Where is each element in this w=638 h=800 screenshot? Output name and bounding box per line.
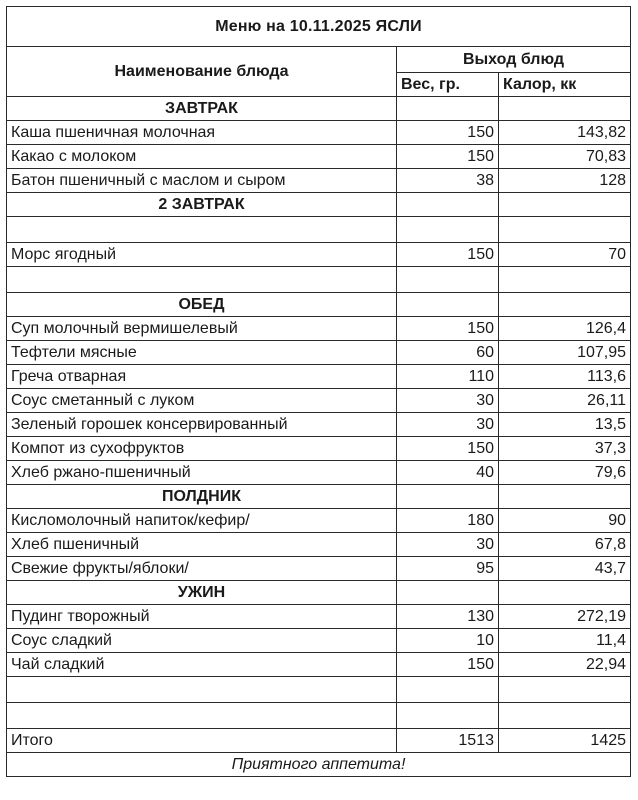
footer-row	[7, 753, 631, 777]
table-row	[7, 605, 631, 629]
table-row	[7, 121, 631, 145]
dish-name: Хлеб ржано-пшеничный	[7, 461, 397, 485]
table-row	[7, 653, 631, 677]
dish-name: Компот из сухофруктов	[7, 437, 397, 461]
column-header-name: Наименование блюда	[7, 47, 397, 97]
empty-row	[7, 217, 631, 243]
footer-note: Приятного аппетита!	[7, 753, 631, 777]
table-row	[7, 169, 631, 193]
table-row	[7, 243, 631, 267]
dish-weight: 40	[397, 461, 499, 485]
table-row	[7, 145, 631, 169]
dish-weight: 10	[397, 629, 499, 653]
dish-name: Суп молочный вермишелевый	[7, 317, 397, 341]
table-row	[7, 413, 631, 437]
dish-calories: 128	[499, 169, 631, 193]
dish-weight: 95	[397, 557, 499, 581]
table-row	[7, 629, 631, 653]
empty-row	[7, 267, 631, 293]
dish-calories: 272,19	[499, 605, 631, 629]
section-row	[7, 193, 631, 217]
section-breakfast: ЗАВТРАК	[7, 97, 397, 121]
dish-name: Зеленый горошек консервированный	[7, 413, 397, 437]
section-dinner: УЖИН	[7, 581, 397, 605]
section-snack: ПОЛДНИК	[7, 485, 397, 509]
dish-name: Чай сладкий	[7, 653, 397, 677]
dish-weight: 110	[397, 365, 499, 389]
dish-name: Какао с молоком	[7, 145, 397, 169]
column-header-weight: Вес, гр.	[397, 73, 499, 97]
dish-calories: 126,4	[499, 317, 631, 341]
dish-calories: 11,4	[499, 629, 631, 653]
table-row	[7, 509, 631, 533]
table-row	[7, 317, 631, 341]
section-row	[7, 97, 631, 121]
section-row	[7, 581, 631, 605]
column-header-output: Выход блюд	[397, 47, 631, 73]
title-row	[7, 7, 631, 47]
dish-weight: 38	[397, 169, 499, 193]
dish-weight: 30	[397, 389, 499, 413]
dish-calories: 43,7	[499, 557, 631, 581]
total-weight: 1513	[397, 729, 499, 753]
dish-name: Хлеб пшеничный	[7, 533, 397, 557]
dish-weight: 150	[397, 437, 499, 461]
dish-name: Батон пшеничный с маслом и сыром	[7, 169, 397, 193]
dish-weight: 150	[397, 145, 499, 169]
dish-calories: 70,83	[499, 145, 631, 169]
dish-calories: 26,11	[499, 389, 631, 413]
dish-calories: 67,8	[499, 533, 631, 557]
dish-weight: 30	[397, 533, 499, 557]
dish-name: Тефтели мясные	[7, 341, 397, 365]
dish-name: Каша пшеничная молочная	[7, 121, 397, 145]
section-row	[7, 293, 631, 317]
menu-title: Меню на 10.11.2025 ЯСЛИ	[7, 7, 631, 47]
dish-weight: 60	[397, 341, 499, 365]
table-row	[7, 389, 631, 413]
section-row	[7, 485, 631, 509]
dish-calories: 107,95	[499, 341, 631, 365]
section-breakfast-2: 2 ЗАВТРАК	[7, 193, 397, 217]
dish-calories: 70	[499, 243, 631, 267]
dish-calories: 90	[499, 509, 631, 533]
dish-name: Свежие фрукты/яблоки/	[7, 557, 397, 581]
dish-weight: 180	[397, 509, 499, 533]
table-row	[7, 341, 631, 365]
dish-name: Кисломолочный напиток/кефир/	[7, 509, 397, 533]
dish-calories: 37,3	[499, 437, 631, 461]
section-lunch: ОБЕД	[7, 293, 397, 317]
dish-calories: 22,94	[499, 653, 631, 677]
dish-weight: 130	[397, 605, 499, 629]
table-row	[7, 533, 631, 557]
dish-name: Греча отварная	[7, 365, 397, 389]
menu-table	[6, 6, 631, 777]
dish-calories: 79,6	[499, 461, 631, 485]
dish-weight: 150	[397, 243, 499, 267]
dish-calories: 143,82	[499, 121, 631, 145]
dish-name: Соус сметанный с луком	[7, 389, 397, 413]
empty-row	[7, 703, 631, 729]
total-row	[7, 729, 631, 753]
empty-row	[7, 677, 631, 703]
table-row	[7, 437, 631, 461]
dish-name: Морс ягодный	[7, 243, 397, 267]
dish-weight: 150	[397, 121, 499, 145]
dish-name: Пудинг творожный	[7, 605, 397, 629]
dish-weight: 150	[397, 317, 499, 341]
total-calories: 1425	[499, 729, 631, 753]
column-header-calories: Калор, кк	[499, 73, 631, 97]
total-label: Итого	[7, 729, 397, 753]
table-row	[7, 365, 631, 389]
header-row-1	[7, 47, 631, 73]
table-row	[7, 461, 631, 485]
dish-name: Соус сладкий	[7, 629, 397, 653]
dish-weight: 30	[397, 413, 499, 437]
dish-calories: 13,5	[499, 413, 631, 437]
table-row	[7, 557, 631, 581]
dish-weight: 150	[397, 653, 499, 677]
dish-calories: 113,6	[499, 365, 631, 389]
